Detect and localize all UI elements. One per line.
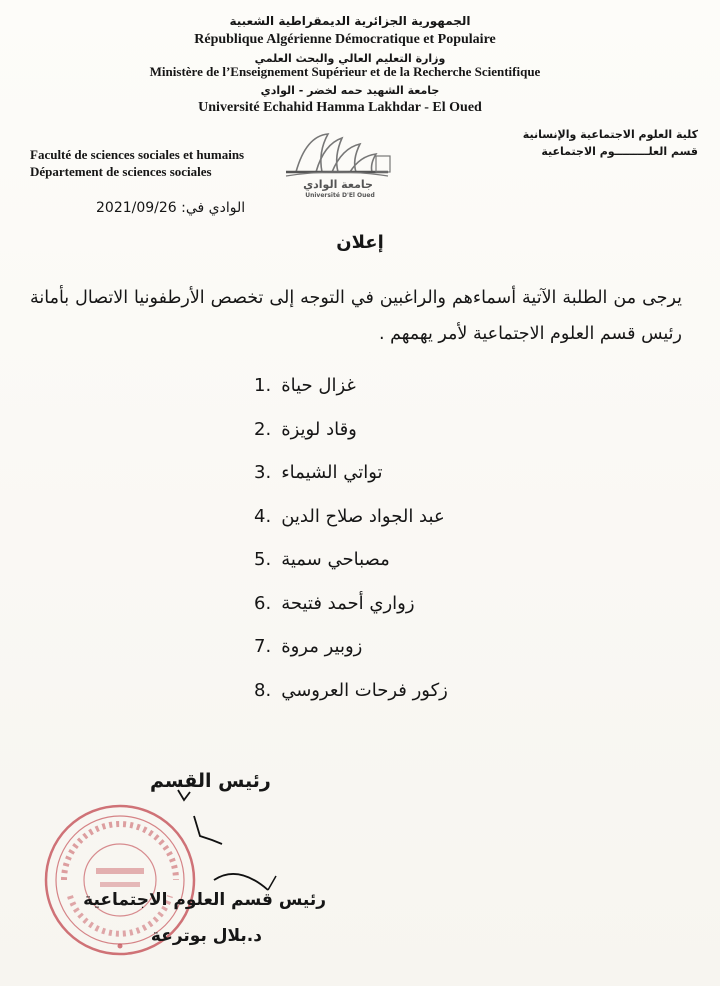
student-name: تواتي الشيماء [281, 462, 383, 484]
list-number: 5. [254, 549, 272, 571]
university-fr: Université Echahid Hamma Lakhdar - El Oued [198, 100, 482, 115]
list-number: 2. [254, 418, 272, 440]
list-item [254, 625, 674, 669]
faculty-fr-block [30, 146, 244, 180]
university-logo [276, 126, 406, 198]
signature-doctor: د.بلال بوترعة [150, 926, 262, 946]
signature-heading: رئيس القسم [150, 770, 271, 792]
ministry-fr: Ministère de l’Enseignement Supérieur et de la Recherche Scientifique [149, 64, 541, 79]
list-number: 3. [254, 462, 272, 484]
faculty-fr: Faculté de sciences sociales et humains [30, 147, 245, 162]
faculty-ar-block [523, 126, 698, 160]
list-number: 7. [254, 636, 272, 658]
list-number: 8. [254, 679, 272, 701]
date-line: الوادي في: 2021/09/26 [96, 200, 246, 216]
republic-fr: République Algérienne Démocratique et Populaire [194, 32, 496, 47]
list-item [254, 538, 674, 582]
student-name: مصباحي سمية [281, 549, 390, 571]
university-ar: جامعة الشهيد حمه لخضر - الوادي [260, 84, 440, 97]
list-item [254, 495, 674, 539]
logo-name-ar: جامعة الوادي [303, 178, 373, 191]
student-name: زكور فرحات العروسي [281, 679, 448, 701]
student-name: غزال حياة [281, 375, 356, 397]
announcement-body: يرجى من الطلبة الآتية أسماءهم والراغبين في التوجه إلى تخصص الأرطفونيا الاتصال بأمانة رئيس قسم العلوم الاجتماعية لأمر يهمهم . [30, 288, 682, 344]
student-name: عبد الجواد صلاح الدين [281, 505, 445, 527]
list-number: 4. [254, 505, 272, 527]
list-item [254, 451, 674, 495]
logo-name-fr: Université D'El Oued [305, 192, 375, 198]
department-fr: Département de sciences sociales [30, 164, 212, 179]
list-item [254, 408, 674, 452]
student-list [254, 364, 674, 712]
student-name: زواري أحمد فتيحة [281, 592, 415, 614]
republic-ar: الجمهورية الجزائرية الديمقراطية الشعبية [229, 14, 471, 28]
list-item [254, 669, 674, 713]
signature-name-line: رئيس قسم العلوم الاجتماعية [83, 890, 326, 910]
student-name: زوبير مروة [281, 636, 363, 658]
faculty-ar: كلية العلوم الاجتماعية والإنسانية [522, 128, 698, 141]
department-ar: قسم العلـــــــــوم الاجتماعية [541, 145, 698, 158]
student-name: وقاد لويزة [281, 418, 357, 440]
list-item [254, 582, 674, 626]
ministry-ar: وزارة التعليم العالي والبحث العلمي [254, 52, 446, 65]
announcement-title: إعلان [336, 232, 384, 253]
list-number: 1. [254, 375, 272, 397]
list-item [254, 364, 674, 408]
list-number: 6. [254, 592, 272, 614]
